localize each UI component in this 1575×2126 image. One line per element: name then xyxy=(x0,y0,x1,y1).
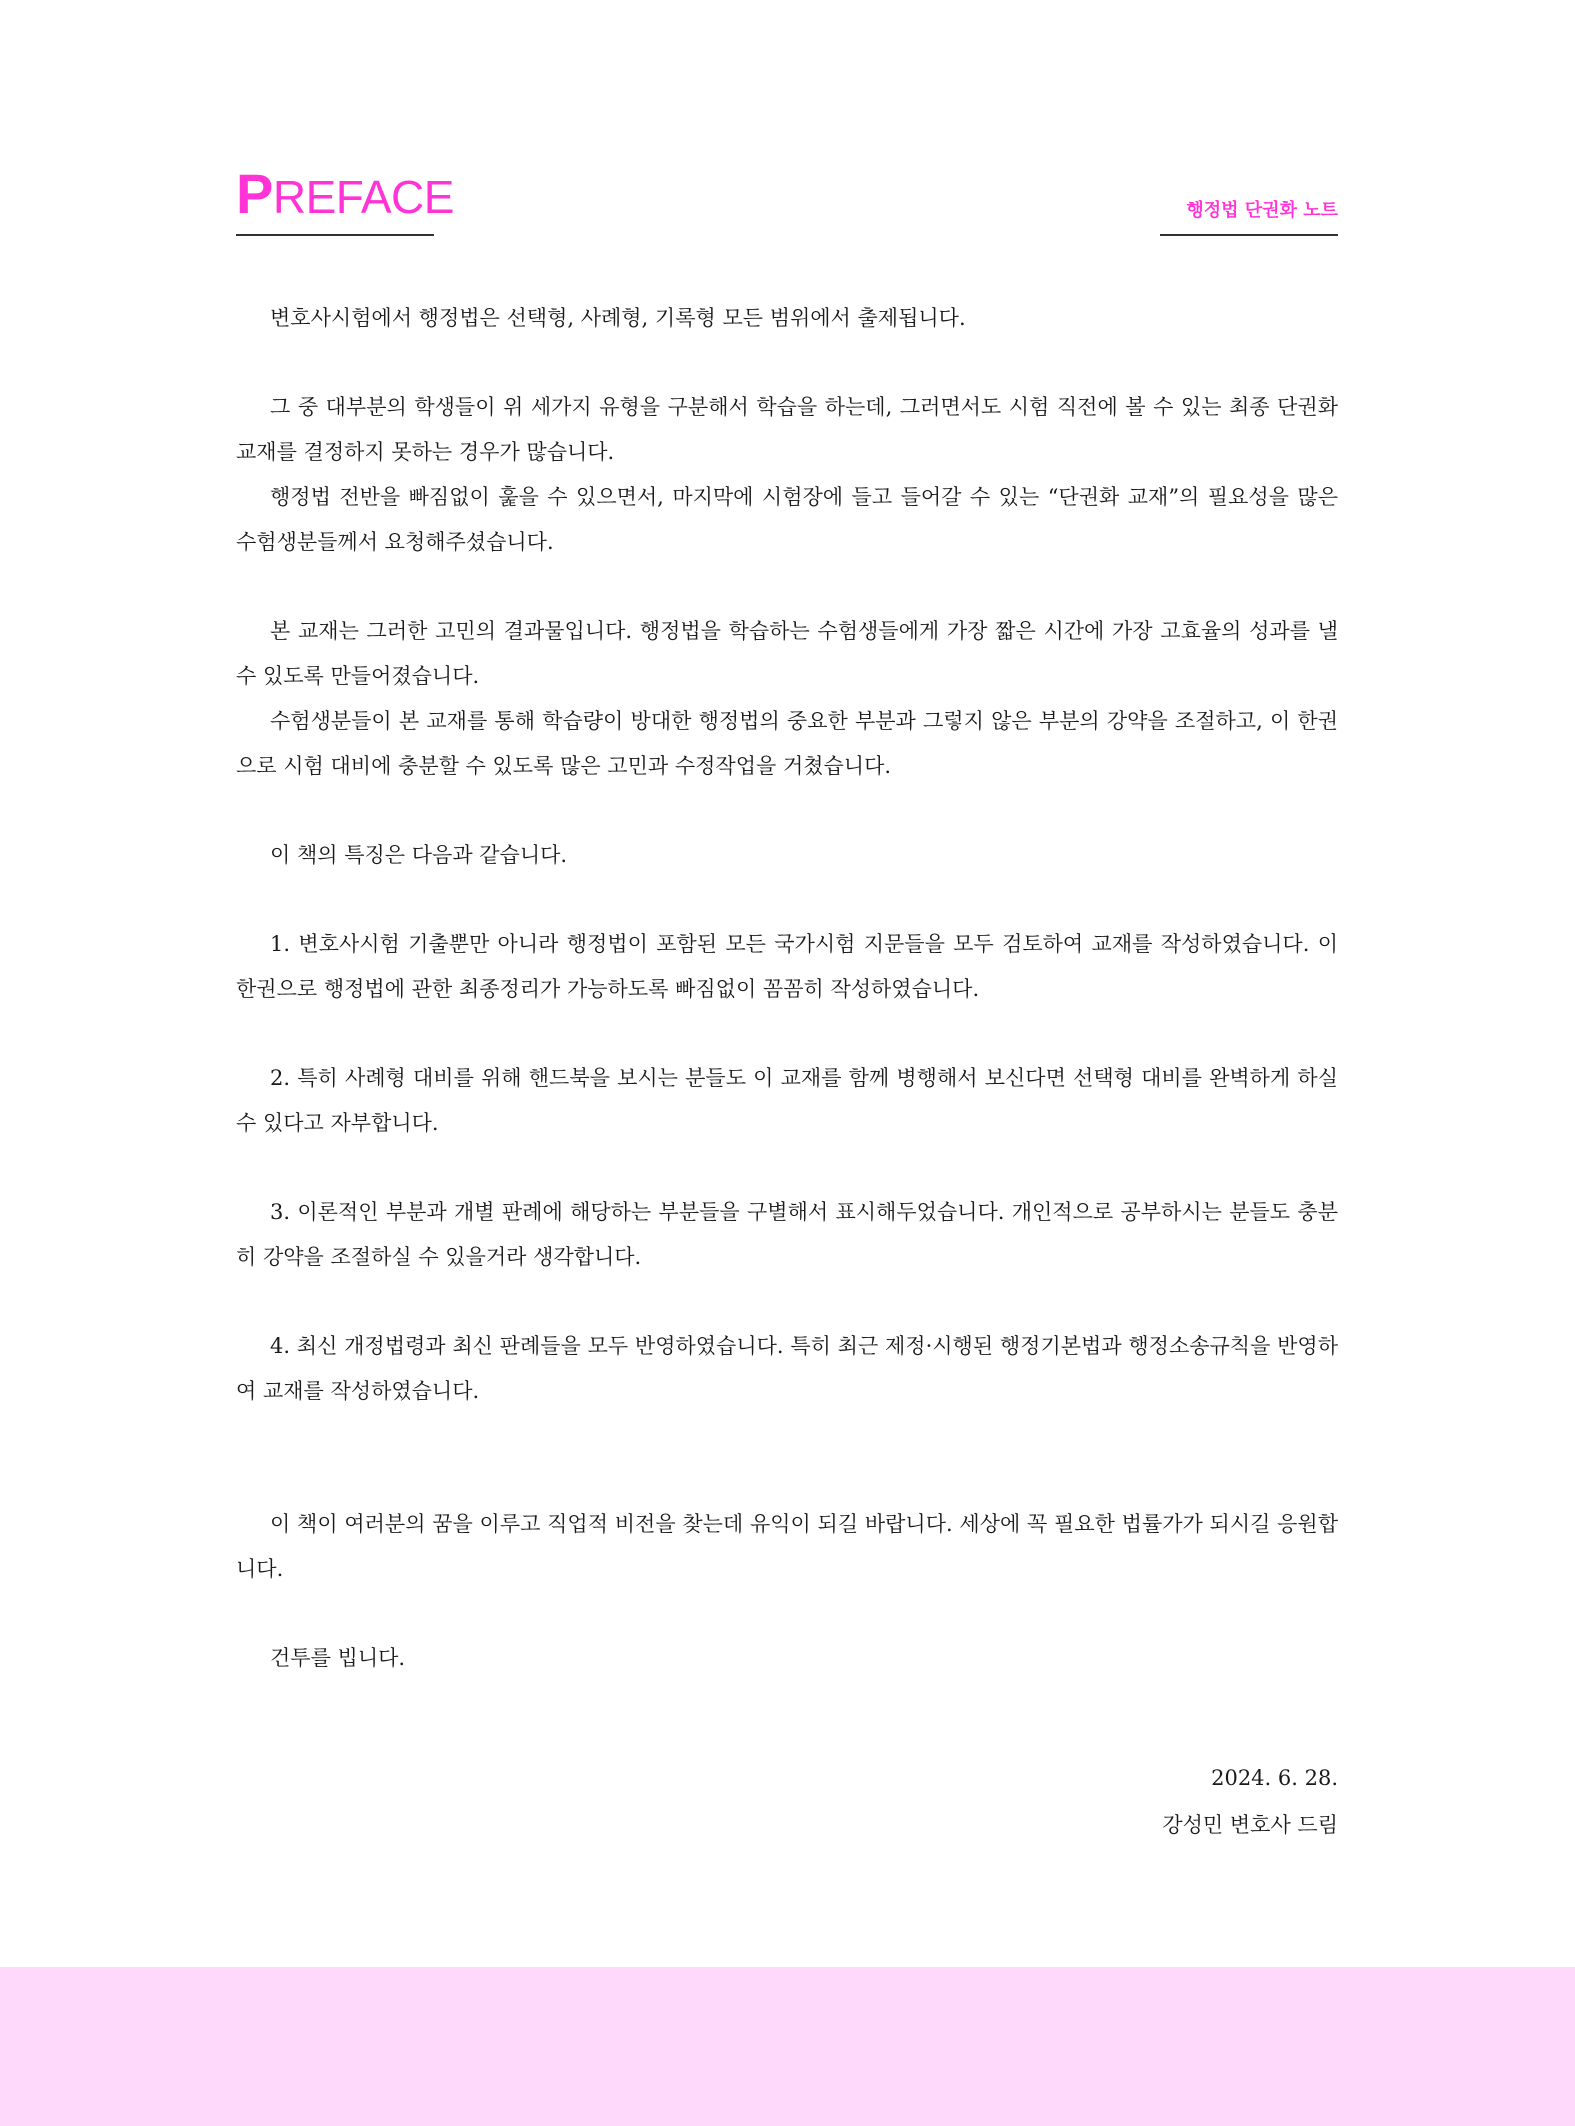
feature-item-1: 1. 변호사시험 기출뿐만 아니라 행정법이 포함된 모든 국가시험 지문들을 모두 검토하여 교재를 작성하였습니다. 이 한권으로 행정법에 관한 최종정리가 가능하도록 빠짐없이 꼼꼼히 작성하였습니다. xyxy=(236,932,1338,1001)
preface-body xyxy=(236,296,1338,1681)
footer-band xyxy=(0,1967,1575,2126)
preface-heading-rest: REFACE xyxy=(272,171,454,223)
spacer xyxy=(236,1280,1338,1324)
spacer xyxy=(236,1012,1338,1056)
paragraph-result: 본 교재는 그러한 고민의 결과물입니다. 행정법을 학습하는 수험생들에게 가장 짧은 시간에 가장 고효율의 성과를 낼 수 있도록 만들어졌습니다. xyxy=(236,619,1338,688)
paragraph-intro: 변호사시험에서 행정법은 선택형, 사례형, 기록형 모든 범위에서 출제됩니다. xyxy=(270,306,966,330)
spacer xyxy=(236,341,1338,385)
signature-date: 2024. 6. 28. xyxy=(1211,1766,1338,1790)
page-header xyxy=(236,162,1338,238)
paragraph-problem: 그 중 대부분의 학생들이 위 세가지 유형을 구분해서 학습을 하는데, 그러면서도 시험 직전에 볼 수 있는 최종 단권화 교재를 결정하지 못하는 경우가 많습니다. xyxy=(236,395,1338,464)
paragraph-closing: 이 책이 여러분의 꿈을 이루고 직업적 비전을 찾는데 유익이 되길 바랍니다. 세상에 꼭 필요한 법률가가 되시길 응원합니다. xyxy=(236,1512,1338,1581)
preface-heading-initial: P xyxy=(236,162,273,225)
paragraph-need: 행정법 전반을 빠짐없이 훑을 수 있으면서, 마지막에 시험장에 들고 들어갈 수 있는 “단권화 교재”의 필요성을 많은 수험생분들께서 요청해주셨습니다. xyxy=(236,485,1338,554)
feature-item-4: 4. 최신 개정법령과 최신 판례들을 모두 반영하였습니다. 특히 최근 제정·시행된 행정기본법과 행정소송규칙을 반영하여 교재를 작성하였습니다. xyxy=(236,1334,1338,1403)
signature-author: 강성민 변호사 드림 xyxy=(1162,1813,1338,1837)
spacer xyxy=(236,1592,1338,1636)
feature-item-2: 2. 특히 사례형 대비를 위해 핸드북을 보시는 분들도 이 교재를 함께 병행해서 보신다면 선택형 대비를 완벽하게 하실 수 있다고 자부합니다. xyxy=(236,1066,1338,1135)
paragraph-farewell: 건투를 빕니다. xyxy=(270,1646,406,1670)
spacer xyxy=(236,789,1338,833)
spacer xyxy=(236,1146,1338,1190)
preface-heading xyxy=(236,162,454,225)
header-divider-right xyxy=(1160,234,1338,236)
feature-item-3: 3. 이론적인 부분과 개별 판례에 해당하는 부분들을 구별해서 표시해두었습니다. 개인적으로 공부하시는 분들도 충분히 강약을 조절하실 수 있을거라 생각합니다. xyxy=(236,1200,1338,1269)
signature-block xyxy=(1162,1755,1338,1849)
paragraph-effort: 수험생분들이 본 교재를 통해 학습량이 방대한 행정법의 중요한 부분과 그렇지 않은 부분의 강약을 조절하고, 이 한권으로 시험 대비에 충분할 수 있도록 많은 고민과 수정작업을 거쳤습니다. xyxy=(236,709,1338,778)
spacer xyxy=(236,1414,1338,1502)
paragraph-features-intro: 이 책의 특징은 다음과 같습니다. xyxy=(270,843,568,867)
book-title: 행정법 단권화 노트 xyxy=(1186,200,1338,221)
header-divider-left xyxy=(236,234,434,236)
spacer xyxy=(236,565,1338,609)
spacer xyxy=(236,878,1338,922)
